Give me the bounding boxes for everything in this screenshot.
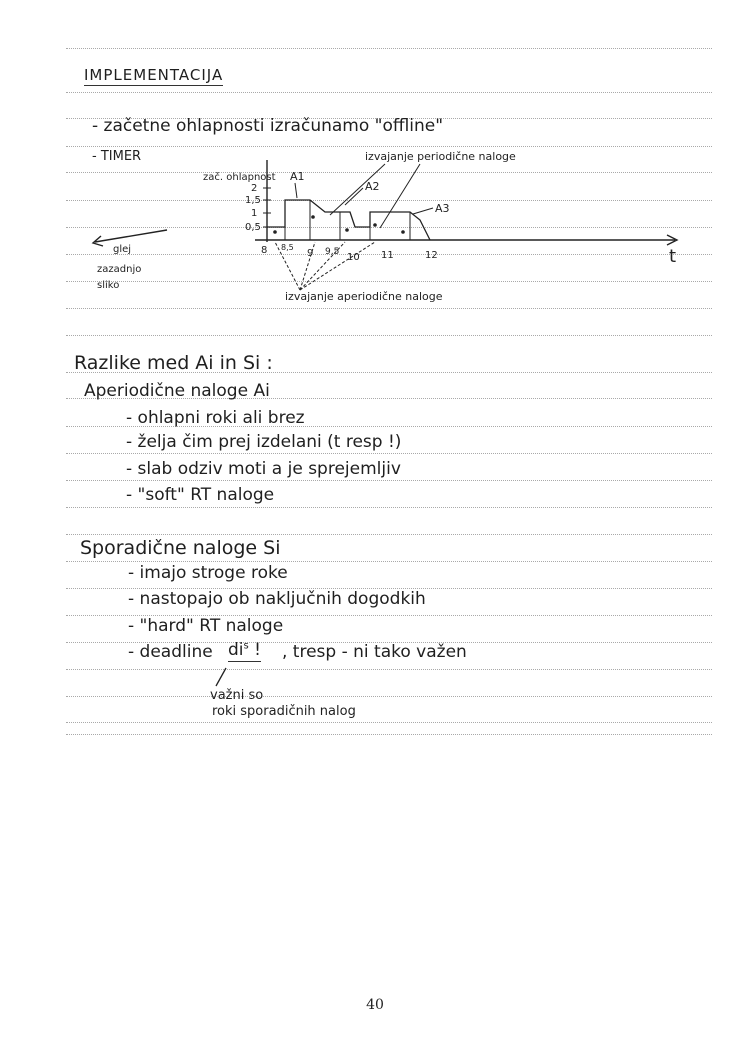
y-tick-label: 1 — [251, 208, 258, 219]
annotation-periodic: izvajanje periodične naloge — [365, 150, 516, 163]
deadline-superscript: s — [243, 640, 249, 652]
x-tick-label: 9 — [307, 248, 314, 259]
section-subtitle-aperiodic: Aperiodične naloge Ai — [84, 381, 270, 401]
sporadic-note: roki sporadičnih nalog — [212, 704, 356, 719]
intro-line-timer: - TIMER — [92, 149, 142, 164]
side-note-line: sliko — [97, 280, 120, 291]
section-title-sporadic: Sporadične naloge Si — [80, 537, 281, 559]
time-axis-label: t — [669, 246, 677, 267]
y-tick-label: 2 — [251, 183, 258, 194]
region-label-a1: A1 — [290, 170, 305, 183]
ruled-line — [66, 92, 712, 93]
aperiodic-item: - želja čim prej izdelani (t resp !) — [126, 432, 402, 452]
ruled-line — [66, 734, 712, 735]
ruled-line — [66, 534, 712, 535]
x-tick-label: 9,5 — [325, 247, 340, 257]
slack-curve — [267, 200, 430, 240]
ruled-line — [66, 669, 712, 670]
ruled-line — [66, 722, 712, 723]
y-tick-label: 0,5 — [245, 222, 261, 233]
y-axis-label: zač. ohlapnost — [203, 172, 276, 183]
sporadic-item: - "hard" RT naloge — [128, 616, 284, 636]
aperiodic-item: - ohlapni roki ali brez — [126, 408, 305, 428]
side-note-line: zazadnjo — [97, 264, 142, 275]
aperiodic-item: - "soft" RT naloge — [126, 485, 275, 505]
region-label-a3: A3 — [435, 202, 450, 215]
ruled-line — [66, 48, 712, 49]
ruled-line — [66, 561, 712, 562]
ruled-line — [66, 696, 712, 697]
side-note-line: glej — [113, 244, 132, 255]
sporadic-note: važni so — [210, 688, 264, 703]
deadline-symbol: di — [228, 640, 244, 660]
y-tick-label: 1,5 — [245, 195, 261, 206]
page-heading: IMPLEMENTACIJA — [84, 66, 224, 84]
ruled-line — [66, 453, 712, 454]
section-title-differences: Razlike med Ai in Si : — [74, 352, 273, 374]
deadline-prefix: - deadline — [128, 642, 213, 662]
aperiodic-item: - slab odziv moti a je sprejemljiv — [126, 459, 401, 479]
page-number: 40 — [366, 997, 384, 1013]
annotation-aperiodic: izvajanje aperiodične naloge — [285, 290, 443, 303]
sporadic-item: - imajo stroge roke — [128, 563, 288, 583]
region-label-a2: A2 — [365, 180, 380, 193]
deadline-suffix: , tresp - ni tako važen — [282, 642, 467, 662]
side-note-arrow — [95, 230, 167, 242]
ruled-line — [66, 335, 712, 336]
x-tick-label: 8,5 — [281, 243, 294, 252]
note-pointer — [210, 666, 230, 688]
deadline-bang: ! — [254, 640, 261, 660]
deadline-term — [228, 640, 261, 660]
ruled-line — [66, 480, 712, 481]
intro-line-offline: - začetne ohlapnosti izračunamo "offline" — [92, 116, 444, 136]
sporadic-item: - nastopajo ob naključnih dogodkih — [128, 589, 426, 609]
ruled-line — [66, 507, 712, 508]
x-tick-label: 11 — [381, 250, 394, 261]
ruled-line — [66, 146, 712, 147]
slack-timeline-sketch — [85, 150, 725, 310]
region-bounds — [285, 200, 410, 240]
x-tick-label: 10 — [347, 252, 360, 263]
x-tick-label: 12 — [425, 250, 438, 261]
x-tick-label: 8 — [261, 245, 268, 256]
